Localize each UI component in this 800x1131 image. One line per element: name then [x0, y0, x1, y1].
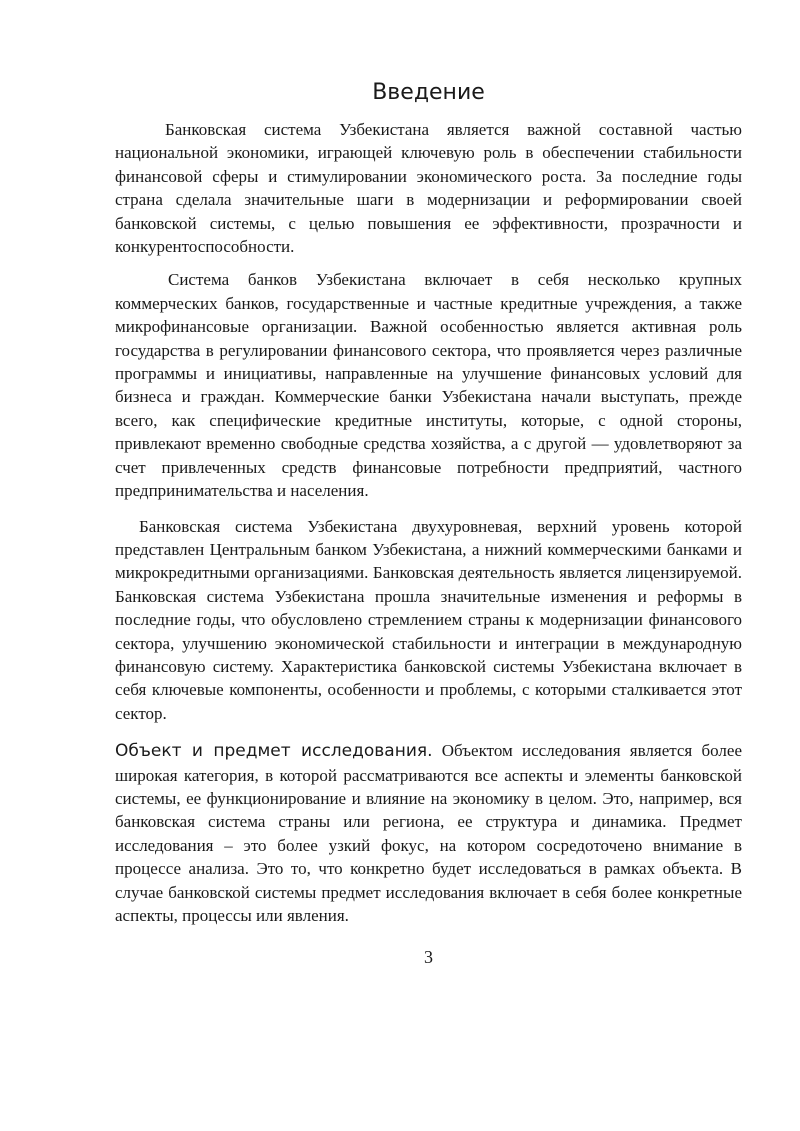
document-page [115, 78, 742, 968]
section-heading: Объект и предмет исследования. [115, 741, 433, 762]
paragraph-bank-system: Система банков Узбекистана включает в себя несколько крупных коммерческих банков, государственные и частные кредитные учреждения, а также микрофинансовые организации. Важной особенностью является активная роль государства в регулировании финансового сектора, что проявляется через различные программы и инициативы, направленные на улучшение финансовых условий для бизнеса и граждан. Коммерческие банки Узбекистана начали выступать, прежде всего, как специфические кредитные институты, которые, с одной стороны, привлекают временно свободные средства хозяйства, а с другой — удовлетворяют за счет привлеченных средств финансовые потребности предприятий, частного предпринимательства и населения. [115, 270, 742, 501]
paragraph-two-tier: Банковская система Узбекистана двухуровневая, верхний уровень которой представлен Центральным банком Узбекистана, а нижний коммерческими банками и микрокредитными организациями. Банковская деятельность является лицензируемой. Банковская система Узбекистана прошла значительные изменения и реформы в последние годы, что обусловлено стремлением страны к модернизации финансового сектора, улучшению экономической стабильности и интеграции в международную финансовую систему. Характеристика банковской системы Узбекистана включает в себя ключевые компоненты, особенности и проблемы, с которыми сталкивается этот сектор. [115, 516, 742, 723]
paragraph-intro: Банковская система Узбекистана является важной составной частью национальной экономики, играющей ключевую роль в обеспечении стабильности финансовой сферы и стимулировании экономического роста. За последние годы страна сделала значительные шаги в модернизации и реформировании своей банковской системы, с целью повышения ее эффективности, прозрачности и конкурентоспособности. [115, 120, 742, 257]
paragraph-research-object [115, 739, 742, 927]
section-text: Объектом исследования является более широкая категория, в которой рассматриваются все аспекты и элементы банковской системы, ее функционирование и влияние на экономику в целом. Это, например, вся банковская система страны или региона, ее структура и динамика. Предмет исследования – это более узкий фокус, на котором сосредоточено внимание в процессе анализа. Это то, что конкретно будет исследоваться в рамках объекта. В случае банковской системы предмет исследования включает в себя более конкретные аспекты, процессы или явления. [115, 741, 742, 925]
page-title: Введение [372, 80, 485, 105]
page-number: 3 [424, 947, 433, 968]
